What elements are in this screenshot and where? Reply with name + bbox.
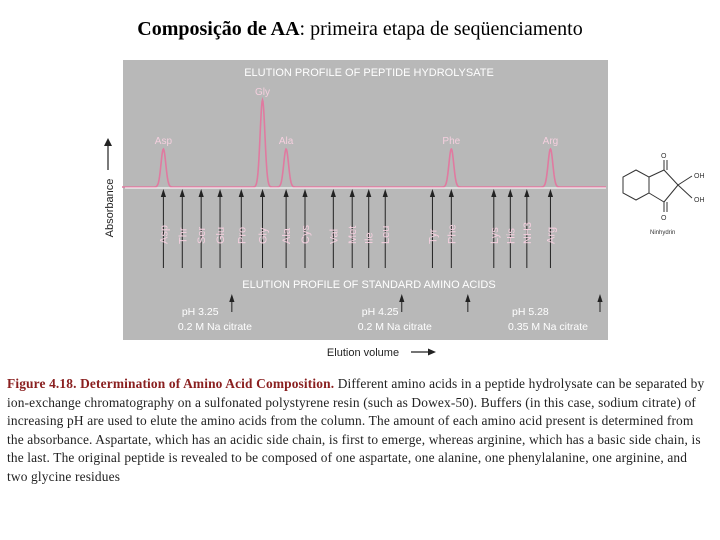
standard-label: Ser [196, 226, 209, 244]
standard-label: Gly [257, 227, 270, 244]
ninhydrin-o-top: O [661, 153, 667, 160]
x-axis-arrowhead [428, 349, 436, 356]
standard-label: Lys [488, 227, 501, 244]
standard-label: Val [328, 228, 341, 244]
caption-body: Different amino acids in a peptide hydrolysate can be separated by ion-exchange chromatography on a sulfonated polystyrene resin (such as Dowex-50). Buffers (in this case, sodium citrate) of increasing pH are used to elute the amino acids from the column. The amount of each amino acid present is determined from the absorbance. Aspartate, which has an acidic side chain, is first to emerge, whereas arginine, which has a basic side chain, is the last. The original peptide is revealed to be composed of one aspartate, one alanine, one phenylalanine, one arginine, and two glycine residues [7, 376, 705, 484]
buffer-ph: pH 3.25 [181, 306, 219, 318]
standard-label: Tyr [427, 228, 440, 244]
standard-label: Leu [380, 225, 393, 244]
ninhydrin-o-bottom: O [661, 215, 667, 222]
chart-panel [123, 60, 608, 340]
peak-label: Phe [442, 136, 461, 147]
peak-label: Gly [255, 87, 271, 98]
standard-label: Cys [300, 225, 312, 244]
chart-title: ELUTION PROFILE OF PEPTIDE HYDROLYSATE [244, 67, 494, 79]
standard-label: Asp [158, 225, 171, 244]
standard-label: Met [347, 225, 360, 244]
ninhydrin-benzene-ring [623, 170, 649, 200]
ninhydrin-bond [649, 193, 664, 202]
ninhydrin-structure [623, 160, 692, 212]
standard-label: Phe [446, 224, 459, 244]
standard-label: Ala [281, 228, 294, 244]
slide-title-rest: : primeira etapa de seqüenciamento [299, 18, 583, 40]
peak-label: Ala [278, 136, 294, 147]
standard-label: Thr [177, 227, 190, 244]
y-axis-label: Absorbance [104, 178, 116, 238]
ninhydrin-bond [664, 170, 678, 185]
standard-label: Arg [545, 226, 558, 244]
ninhydrin-bond [664, 185, 678, 202]
x-axis-label: Elution volume [326, 347, 400, 359]
ninhydrin-bond [649, 170, 664, 177]
buffer-citrate: 0.2 M Na citrate [177, 321, 252, 333]
ninhydrin-oh-bottom: OH [694, 197, 705, 204]
standard-title: ELUTION PROFILE OF STANDARD AMINO ACIDS [242, 279, 496, 291]
buffer-citrate: 0.2 M Na citrate [357, 321, 432, 333]
standard-label: Pro [236, 226, 249, 244]
peak-label: Arg [542, 136, 559, 147]
buffer-citrate: 0.35 M Na citrate [508, 321, 588, 333]
standard-label: NH3 [521, 221, 534, 244]
figure-caption [7, 375, 711, 487]
buffer-ph: pH 4.25 [361, 306, 399, 318]
standard-label: Glu [215, 226, 228, 244]
ninhydrin-bond [678, 185, 692, 198]
peak-label: Asp [154, 136, 173, 147]
standard-label: Ile [363, 232, 376, 244]
slide-title-bold: Composição de AA [137, 18, 300, 40]
ninhydrin-bond [678, 176, 692, 185]
standard-label: His [505, 228, 518, 244]
ninhydrin-oh-top: OH [694, 173, 705, 180]
ninhydrin-label: Ninhydrin [650, 230, 676, 236]
caption-head: Figure 4.18. Determination of Amino Acid Composition. [7, 376, 335, 391]
buffer-ph: pH 5.28 [512, 306, 549, 318]
y-axis-arrowhead [104, 138, 112, 146]
